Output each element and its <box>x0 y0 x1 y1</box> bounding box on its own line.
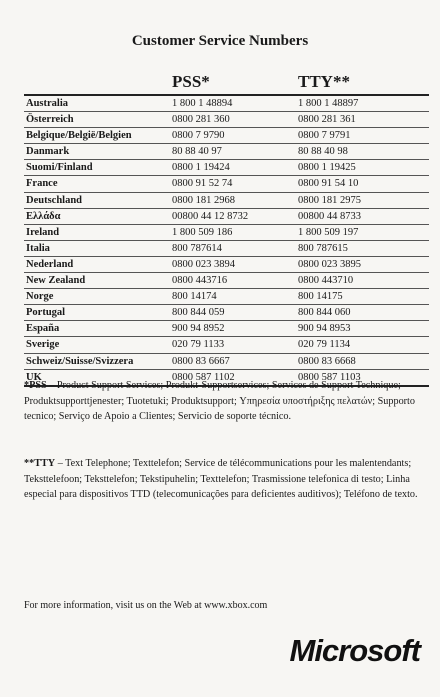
table-row <box>24 273 429 289</box>
pss-footnote-mark: *PSS <box>24 380 47 391</box>
country-cell: Ελλάδα <box>26 210 61 222</box>
tty-number-cell: 0800 281 361 <box>298 114 356 126</box>
pss-number-cell: 0800 281 360 <box>172 114 230 126</box>
tty-number-cell: 0800 587 1103 <box>298 371 361 383</box>
table-row <box>24 289 429 305</box>
country-cell: España <box>26 323 60 335</box>
tty-footnote <box>24 456 424 503</box>
tty-number-cell: 1 800 509 197 <box>298 226 359 238</box>
pss-number-cell: 800 14174 <box>172 291 217 303</box>
column-header-pss: PSS* <box>172 72 210 91</box>
tty-number-cell: 1 800 1 48897 <box>298 98 359 109</box>
pss-number-cell: 0800 1 19424 <box>172 162 230 174</box>
country-cell: France <box>26 178 58 190</box>
country-cell: Suomi/Finland <box>26 162 93 174</box>
tty-footnote-mark: **TTY <box>24 458 56 469</box>
country-cell: Danmark <box>26 146 70 158</box>
tty-number-cell: 0800 1 19425 <box>298 162 356 174</box>
microsoft-logo: Microsoft <box>289 633 420 668</box>
tty-number-cell: 020 79 1134 <box>298 339 351 351</box>
table-row <box>24 176 429 192</box>
table-row <box>24 160 429 176</box>
phone-table <box>24 94 429 387</box>
pss-footnote <box>24 378 424 425</box>
tty-number-cell: 0800 023 3895 <box>298 258 361 270</box>
country-cell: Deutschland <box>26 194 83 206</box>
country-cell: Australia <box>26 98 68 109</box>
table-row <box>24 321 429 337</box>
table-row <box>24 305 429 321</box>
pss-number-cell: 800 787614 <box>172 242 222 254</box>
pss-number-cell: 0800 587 1102 <box>172 371 235 383</box>
table-row <box>24 112 429 128</box>
tty-number-cell: 0800 83 6668 <box>298 355 356 367</box>
column-header-tty: TTY** <box>298 72 350 91</box>
tty-number-cell: 0800 181 2975 <box>298 194 361 206</box>
pss-number-cell: 0800 023 3894 <box>172 258 235 270</box>
pss-number-cell: 0800 91 52 74 <box>172 178 233 190</box>
country-cell: Italia <box>26 242 50 254</box>
pss-number-cell: 1 800 1 48894 <box>172 98 233 109</box>
table-row <box>24 209 429 225</box>
country-cell: Sverige <box>26 339 60 351</box>
country-cell: Belgique/België/Belgien <box>26 130 132 142</box>
pss-footnote-text: – Product Support Services; Produkt-Supportservices; Services de Support Technique; Produktsupporttjenester; Tuotetuki; Produktsupport; Υπηρεσία υποστήριξης πελατών; Supporto tecnico; Serviço de Apoio a Clientes; Servicio de soporte técnico. <box>24 380 415 422</box>
pss-number-cell: 020 79 1133 <box>172 339 225 351</box>
country-cell: Schweiz/Suisse/Svizzera <box>26 355 134 367</box>
pss-number-cell: 0800 83 6667 <box>172 355 230 367</box>
pss-number-cell: 1 800 509 186 <box>172 226 233 238</box>
tty-number-cell: 0800 443710 <box>298 275 354 287</box>
country-cell: Portugal <box>26 307 66 319</box>
pss-number-cell: 0800 7 9790 <box>172 130 225 142</box>
pss-number-cell: 0800 181 2968 <box>172 194 235 206</box>
pss-number-cell: 800 844 059 <box>172 307 225 319</box>
tty-footnote-text: – Text Telephone; Texttelefon; Service de télécommunications pour les malentendants; Teksttelefoon; Teksttelefon; Tekstipuhelin; Texttelefon; Trasmissione telefonica di testo; Linha especial para dispositivos TTD (telecomunicações para deficientes auditivos); Teléfono de texto. <box>24 458 418 500</box>
table-row <box>24 354 429 370</box>
table-row <box>24 96 429 112</box>
country-cell: Nederland <box>26 258 74 270</box>
table-row <box>24 257 429 273</box>
tty-number-cell: 800 844 060 <box>298 307 351 319</box>
tty-number-cell: 0800 7 9791 <box>298 130 351 142</box>
tty-number-cell: 800 787615 <box>298 242 348 254</box>
pss-number-cell: 0800 443716 <box>172 275 228 287</box>
tty-number-cell: 80 88 40 98 <box>298 146 348 158</box>
country-cell: Norge <box>26 291 54 303</box>
country-cell: Österreich <box>26 114 74 126</box>
pss-number-cell: 00800 44 12 8732 <box>172 210 249 222</box>
table-row <box>24 241 429 257</box>
pss-number-cell: 900 94 8952 <box>172 323 225 335</box>
country-cell: New Zealand <box>26 275 86 287</box>
country-cell: UK <box>26 371 42 383</box>
pss-number-cell: 80 88 40 97 <box>172 146 222 158</box>
table-row <box>24 337 429 353</box>
page-title: Customer Service Numbers <box>131 33 309 49</box>
tty-number-cell: 0800 91 54 10 <box>298 178 359 190</box>
table-row <box>24 128 429 144</box>
footer-text: For more information, visit us on the Web at www.xbox.com <box>24 600 268 611</box>
tty-number-cell: 00800 44 8733 <box>298 210 361 222</box>
tty-number-cell: 800 14175 <box>298 291 343 303</box>
country-cell: Ireland <box>26 226 60 238</box>
tty-number-cell: 900 94 8953 <box>298 323 351 335</box>
table-row <box>24 225 429 241</box>
table-row <box>24 193 429 209</box>
table-row <box>24 144 429 160</box>
